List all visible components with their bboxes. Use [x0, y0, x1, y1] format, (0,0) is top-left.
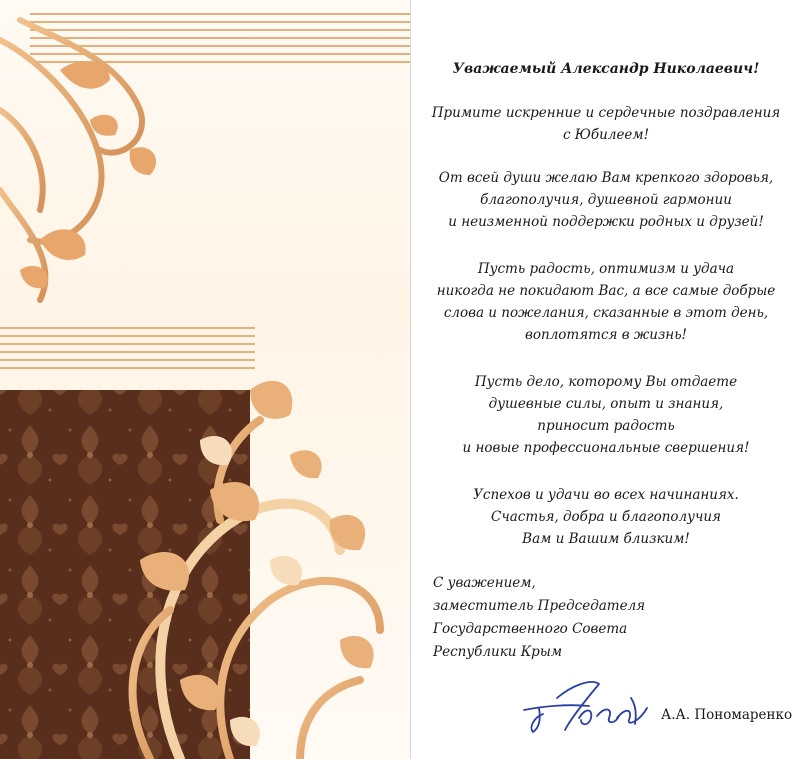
paragraph-wishes: От всей души желаю Вам крепкого здоровья, благополучия, душевной гармонии и неизменной поддержки родных и друзей!	[438, 170, 774, 230]
closing-block: С уважением, заместитель Председателя Государственного Совета Республики Крым	[433, 575, 646, 660]
signature-icon	[519, 668, 659, 738]
paragraph-congratulations: Примите искренние и сердечные поздравления с Юбилеем!	[431, 105, 781, 143]
letter-body	[411, 0, 800, 759]
paragraph-success: Успехов и удачи во всех начинаниях. Счастья, добра и благополучия Вам и Вашим близким!	[473, 487, 739, 547]
letter-panel	[410, 0, 800, 759]
greeting: Уважаемый Александр Николаевич!	[452, 61, 760, 77]
paragraph-work: Пусть дело, которому Вы отдаете душевные силы, опыт и знания, приносит радость и новые профессиональные свершения!	[462, 374, 750, 456]
signer-name: А.А. Пономаренко	[661, 707, 793, 723]
paragraph-joy: Пусть радость, оптимизм и удача никогда не покидают Вас, а все самые добрые слова и пожелания, сказанные в этот день, воплотятся в жизнь!	[436, 261, 776, 343]
